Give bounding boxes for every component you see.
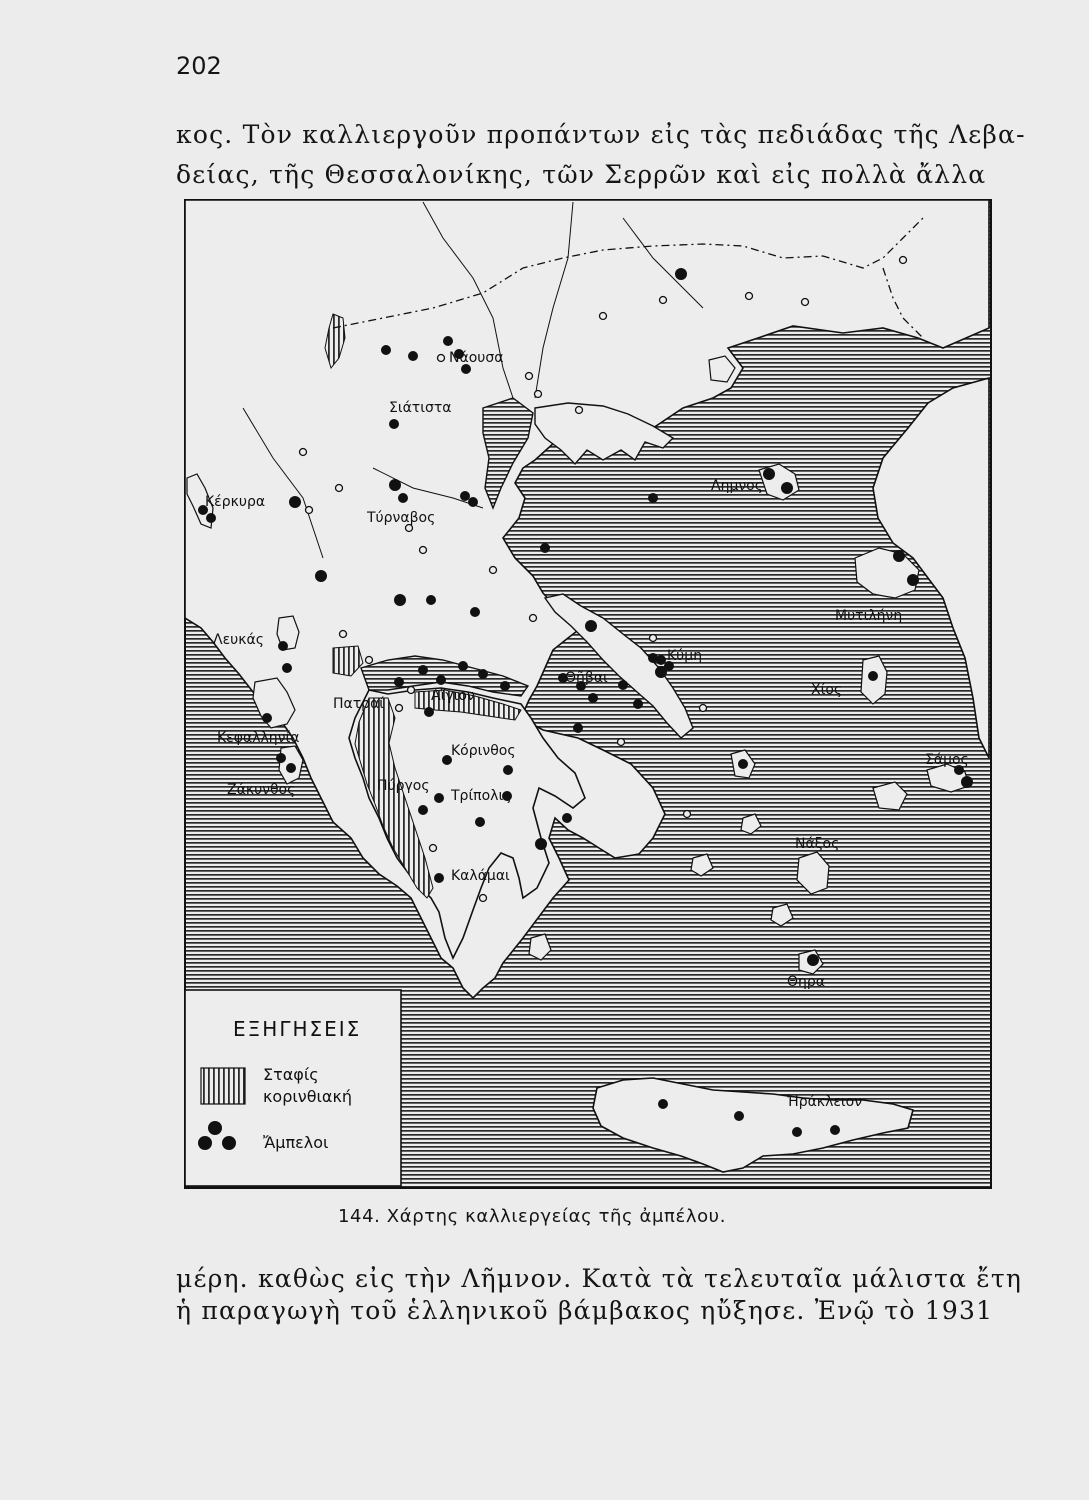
body-text-line: μέρη. καθὼς εἰς τὴν Λῆμνον. Κατὰ τὰ τελευταῖα μάλιστα ἔτη (176, 1264, 1023, 1293)
label-aigion: Αἴγιον (431, 688, 475, 704)
label-kefallinia: Κεφαλληνία (217, 730, 300, 746)
label-thivai: Θῆβαι (565, 670, 608, 686)
label-kymi: Κύμη (667, 648, 703, 664)
legend-staphis-swatch (201, 1068, 245, 1104)
page-number: 202 (176, 52, 222, 80)
label-kerkyra: Κέρκυρα (205, 494, 266, 510)
label-kalamai: Καλάμαι (451, 868, 510, 884)
body-text-line: ἡ παραγωγὴ τοῦ ἑλληνικοῦ βάμβακος ηὔξησε. Ἐνῷ τὸ 1931 (176, 1296, 994, 1325)
label-patrai: Πατραί (333, 696, 385, 712)
vine-cultivation-map (183, 198, 993, 1190)
label-thira: Θηρα (787, 974, 826, 990)
legend-staphis-label: Σταφίς (263, 1065, 319, 1084)
label-irakleion: Ἡράκλειον (787, 1094, 863, 1110)
legend-vine-label: Ἄμπελοι (263, 1133, 329, 1152)
label-korinthos: Κόρινθος (451, 743, 516, 759)
label-tyrnavos: Τύρναβος (367, 510, 436, 526)
label-chios: Χίος (811, 682, 843, 698)
body-text-line: κος. Τὸν καλλιεργοῦν προπάντων εἰς τὰς πεδιάδας τῆς Λεβα- (176, 120, 1026, 149)
body-text-line: δείας, τῆς Θεσσαλονίκης, τῶν Σερρῶν καὶ εἰς πολλὰ ἄλλα (176, 160, 987, 189)
label-mytilini: Μυτιλήνη (835, 608, 903, 624)
label-naousa: Νάουσα (449, 350, 504, 366)
label-limnos: Λημνος (711, 478, 763, 494)
map-legend (185, 990, 401, 1186)
label-zakynthos: Ζάκυνθος (227, 782, 296, 798)
label-pyrgos: Πύργος (377, 778, 430, 794)
label-samos: Σάμος (925, 752, 969, 768)
legend-title: ΕΞΗΓΗΣΕΙΣ (233, 1017, 362, 1041)
label-naxos: Νάξος (795, 836, 840, 852)
figure-caption: 144. Χάρτης καλλιεργείας τῆς ἀμπέλου. (338, 1206, 727, 1227)
legend-staphis-label: κορινθιακή (263, 1087, 353, 1106)
label-tripolis: Τρίπολις (451, 788, 512, 804)
label-siatista: Σιάτιστα (389, 400, 452, 416)
label-lefkas: Λευκάς (213, 632, 264, 648)
